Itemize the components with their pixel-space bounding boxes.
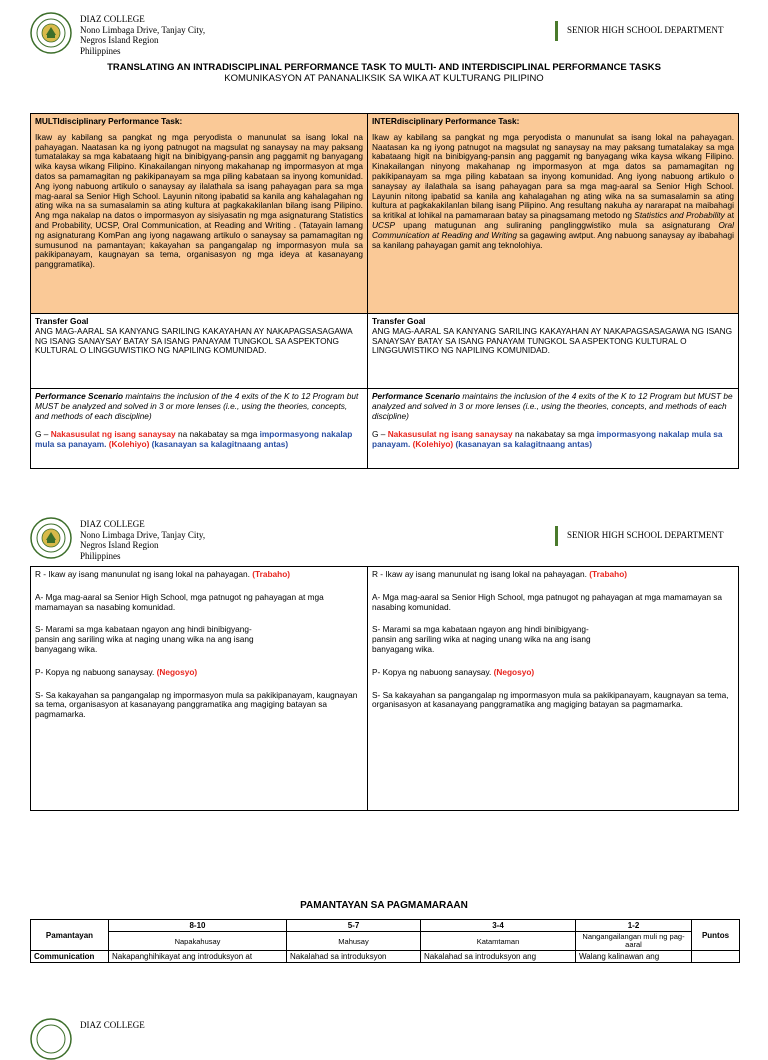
role-text: R - Ikaw ay isang manunulat ng isang lokal na pahayagan. bbox=[35, 569, 253, 579]
goal-blue: impormasyong nakalap mula sa panayam. bbox=[35, 429, 353, 450]
transfer-goal-cell-right bbox=[368, 314, 739, 389]
transfer-goal-text: ANG MAG-AARAL SA KANYANG SARILING KAKAYAHAN AY NAKAPAGSASAGAWA NG ISANG SANAYSAY BATAY SA ISANG PANAYAM TUNGKOL SA ASPEKTONG KULTURAL O LINGGUWISTIKO NG NAPILING KOMUNIDAD. bbox=[372, 325, 733, 356]
grasps-audience: A- Mga mag-aaral sa Senior High School, mga patnugot ng pahayagan at mga mamamayan sa nasabing komunidad. bbox=[35, 591, 324, 612]
address-country: Philippines bbox=[80, 550, 121, 561]
multidisciplinary-body: Ikaw ay kabilang sa pangkat ng mga peryodista o manunulat sa isang lokal na pahayagan. Naatasan ka ng iyong patnugot na magsulat ng sanaysay na may paksang tumatalakay sa mga kabataang higit na binibigyang-pansin ang paggamit ng banyagang wika kaysa wikang Filipino. Kinakailangan ninyong makahanap ng impormasyon at mga datos sa pamamagitan ng pakikipanayam sa mga piling kabataan sa inyong komunidad. Ang iyong nabuong artikulo o sanaysay ay ilalathala sa isang pahayagan para sa mga mag-aaral sa Senior High School. Layunin nitong ipabatid sa kanila ang kahalagahan ng ating wika na sa sumasalamin sa ating kultura at pagkakakilanlan bilang isang Pilipino. Ang mga nakalap na datos o impormasyon ay sisiyasatin ng mga asignaturang Statistics and Probability, UCSP, Oral Communication, at Reading and Writing . (Tatayain lamang ng asignaturang KomPan ang iyong nagawang artikulo o sanaysay sa pamamagitan ng sumusunod na pamantayan; kakayahan sa pangangalap ng impormasyon mula sa pakikipanayam, kaugnayan sa tema, organisasyon ng mga ideya at kasanayang panggramatika). bbox=[35, 131, 363, 270]
rubric-cell: Walang kalinawan ang bbox=[576, 951, 692, 963]
goal-prefix: G – bbox=[35, 429, 51, 440]
goal-tag-red: (Kolehiyo) bbox=[410, 439, 454, 450]
performance-scenario-desc bbox=[372, 392, 734, 421]
address-line-2: Negros Island Region bbox=[80, 35, 159, 45]
rubric-level-row bbox=[31, 932, 740, 951]
grasps-product bbox=[35, 668, 363, 678]
college-seal-icon bbox=[30, 1018, 72, 1060]
interdisciplinary-body bbox=[372, 133, 734, 251]
rubric-level: Nangangailangan muli ng pag-aaral bbox=[576, 932, 692, 951]
rubric-range: 8-10 bbox=[109, 920, 287, 932]
task-row bbox=[31, 114, 739, 314]
grasps-role bbox=[35, 570, 363, 580]
inter-body-text: Ikaw ay kabilang sa pangkat ng mga peryodista o manunulat sa isang lokal na pahayagan. Naatasan ka ng iyong patnugot na magsulat ng sanaysay na may paksang tumatalakay sa mga kabataang higit na binibigyang-pansin ang paggamit ng banyagang wika kaysa wikang Filipino. Kinakailangan ninyong makahanap ng impormasyon at mga datos sa pamamagitan ng pakikipanayam sa mga piling kabataan sa inyong komunidad. Ang iyong nabuong artikulo o sanaysay ay ilalathala sa isang pahayagan para sa mga mag-aaral sa Senior High School. Layunin nitong ipabatid sa kanila ang kahalagahan ng ating wika na sa sumasalamin sa ating kultura at pagkakakilanlan bilang isang Pilipino. Ang resultang nakuha ay nararapat na maibahagi sa kritikal at lohikal na pamamaraan batay sa pinagsamang metodo ng bbox=[372, 131, 734, 221]
college-name: DIAZ COLLEGE bbox=[80, 1020, 145, 1030]
transfer-goal-cell-left bbox=[31, 314, 368, 389]
grasps-cell-right bbox=[368, 567, 739, 811]
inter-body-italic: UCSP bbox=[372, 219, 396, 230]
situation-line: S- Marami sa mga kabataan ngayon ang hindi binibigyang- bbox=[372, 624, 589, 635]
goal-tag-red: (Kolehiyo) bbox=[106, 439, 150, 450]
rubric-level: Mahusay bbox=[287, 932, 421, 951]
product-tag: (Negosyo) bbox=[156, 666, 198, 677]
product-tag: (Negosyo) bbox=[493, 666, 535, 677]
goal-tag-blue: (kasanayan sa kalagitnaang antas) bbox=[149, 439, 289, 450]
performance-scenario-cell-right bbox=[368, 389, 739, 469]
grasps-table bbox=[30, 566, 739, 811]
rubric-level: Napakahusay bbox=[109, 932, 287, 951]
college-name: DIAZ COLLEGE bbox=[80, 14, 145, 24]
goal-mid: na nakabatay sa mga bbox=[175, 429, 260, 440]
address-line-1: Nono Limbaga Drive, Tanjay City, bbox=[80, 24, 206, 35]
rubric-points-header: Puntos bbox=[692, 920, 740, 951]
grasps-standards: S- Sa kakayahan sa pangangalap ng impormasyon mula sa pakikipanayam, kaugnayan sa tema, organisasyon at kasanayang panggramatika ang magiging batayan sa pagmamarka. bbox=[35, 689, 358, 720]
department-name: SENIOR HIGH SCHOOL DEPARTMENT bbox=[567, 530, 724, 540]
grasps-product bbox=[372, 668, 734, 678]
grasps-situation bbox=[35, 625, 363, 654]
situation-line: banyagang wika. bbox=[372, 643, 435, 654]
goal-statement bbox=[372, 430, 734, 450]
page-2 bbox=[0, 505, 768, 575]
inter-body-italic: Statistics and Probability bbox=[634, 210, 725, 221]
rubric-cell: Nakapanghihikayat ang introduksyon at bbox=[109, 951, 287, 963]
grasps-role bbox=[372, 570, 734, 580]
transfer-goal-label: Transfer Goal bbox=[372, 316, 426, 326]
performance-scenario-cell-left bbox=[31, 389, 368, 469]
role-text: R - Ikaw ay isang manunulat ng isang lokal na pahayagan. bbox=[372, 569, 590, 579]
college-address bbox=[80, 519, 205, 561]
performance-task-table bbox=[30, 113, 739, 469]
grasps-row bbox=[31, 567, 739, 811]
interdisciplinary-task-cell bbox=[368, 114, 739, 314]
rubric-points-cell bbox=[692, 951, 740, 963]
goal-red: Nakasusulat ng isang sanaysay bbox=[387, 429, 513, 440]
situation-line: pansin ang sariling wika at naging unang wika na ang isang bbox=[35, 634, 254, 645]
multidisciplinary-task-cell bbox=[31, 114, 368, 314]
transfer-goal-text: ANG MAG-AARAL SA KANYANG SARILING KAKAYAHAN AY NAKAPAGSASAGAWA NG ISANG SANAYSAY BATAY SA ISANG PANAYAM TUNGKOL SA ASPEKTONG KULTURAL O LINGGUWISTIKO NG NAPILING KOMUNIDAD. bbox=[35, 325, 353, 356]
rubric-cell: Nakalahad sa introduksyon bbox=[287, 951, 421, 963]
multidisciplinary-heading: MULTIdisciplinary Performance Task: bbox=[35, 116, 183, 126]
goal-prefix: G – bbox=[372, 429, 388, 440]
interdisciplinary-heading: INTERdisciplinary Performance Task: bbox=[372, 116, 520, 126]
address-country: Philippines bbox=[80, 45, 121, 56]
scenario-text: maintains the inclusion of the 4 exits of the K to 12 Program but MUST be analyzed and solved in 3 or more lenses (i.e., using the theories, concepts, and methods of each discipline) bbox=[372, 391, 733, 421]
page-1 bbox=[0, 0, 768, 450]
rubric-criteria-header: Pamantayan bbox=[31, 920, 109, 951]
inter-body-text: sa gagawing awtput. Ang nabuong sanaysay ay ibabahagi sa kanilang pahayagan gamit ang teknolohiya. bbox=[372, 229, 734, 250]
college-seal-icon bbox=[30, 517, 72, 559]
department-name: SENIOR HIGH SCHOOL DEPARTMENT bbox=[567, 25, 724, 35]
rubric-header-row bbox=[31, 920, 740, 932]
scenario-label: Performance Scenario bbox=[35, 391, 124, 401]
scenario-label: Performance Scenario bbox=[372, 391, 461, 401]
role-tag: (Trabaho) bbox=[589, 569, 628, 579]
scenario-text: maintains the inclusion of the 4 exits of the K to 12 Program but MUST be analyzed and solved in 3 or more lenses (i.e., using the theories, concepts, and methods of each discipline) bbox=[35, 391, 359, 421]
college-name: DIAZ COLLEGE bbox=[80, 519, 145, 529]
situation-line: banyagang wika. bbox=[35, 643, 98, 654]
rubric-criteria: Communication bbox=[31, 951, 109, 963]
goal-red: Nakasusulat ng isang sanaysay bbox=[50, 429, 176, 440]
college-seal-icon bbox=[30, 12, 72, 54]
department-divider bbox=[555, 526, 558, 546]
grasps-standards: S- Sa kakayahan sa pangangalap ng impormasyon mula sa pakikipanayam, kaugnayan sa tema, organisasyon at kasanayang panggramatika ang magiging batayan sa pagmamarka. bbox=[372, 689, 729, 710]
rubric-cell: Nakalahad sa introduksyon ang bbox=[421, 951, 576, 963]
address-line-2: Negros Island Region bbox=[80, 540, 159, 550]
performance-scenario-desc bbox=[35, 392, 363, 421]
performance-scenario-row bbox=[31, 389, 739, 469]
document-title: TRANSLATING AN INTRADISCIPLINAL PERFORMANCE TASK TO MULTI- AND INTERDISCIPLINAL PERFORMANCE TASKS bbox=[107, 62, 661, 73]
goal-blue: impormasyong nakalap mula sa panayam. bbox=[372, 429, 723, 450]
transfer-goal-row bbox=[31, 314, 739, 389]
college-address bbox=[80, 14, 205, 56]
rubric-criteria-row bbox=[31, 951, 740, 963]
rubric-range: 1-2 bbox=[576, 920, 692, 932]
grasps-situation bbox=[372, 625, 734, 654]
inter-body-italic: Oral Communication at Reading and Writing bbox=[372, 219, 734, 240]
grasps-audience: A- Mga mag-aaral sa Senior High School, mga patnugot ng pahayagan at mga mamamayan sa nasabing komunidad. bbox=[372, 591, 723, 612]
goal-statement bbox=[35, 430, 363, 450]
rubric-level: Katamtaman bbox=[421, 932, 576, 951]
role-tag: (Trabaho) bbox=[252, 569, 291, 579]
inter-body-text: upang matugunan ang suliraning panglinggwistiko mula sa asignaturang bbox=[395, 219, 719, 230]
address-line-1: Nono Limbaga Drive, Tanjay City, bbox=[80, 529, 206, 540]
transfer-goal-label: Transfer Goal bbox=[35, 316, 89, 326]
inter-body-text: at bbox=[724, 210, 735, 221]
rubric-title: PAMANTAYAN SA PAGMAMARAAN bbox=[300, 900, 468, 911]
goal-tag-blue: (kasanayan sa kalagitnaang antas) bbox=[453, 439, 592, 450]
page-header bbox=[0, 505, 768, 575]
rubric-table bbox=[30, 919, 740, 963]
rubric-range: 3-4 bbox=[421, 920, 576, 932]
page-header bbox=[0, 0, 768, 70]
product-text: P- Kopya ng nabuong sanaysay. bbox=[372, 666, 494, 677]
situation-line: pansin ang sariling wika at naging unang wika na ang isang bbox=[372, 634, 591, 645]
grasps-cell-left bbox=[31, 567, 368, 811]
department-divider bbox=[555, 21, 558, 41]
document-subtitle: KOMUNIKASYON AT PANANALIKSIK SA WIKA AT KULTURANG PILIPINO bbox=[224, 73, 544, 84]
rubric-range: 5-7 bbox=[287, 920, 421, 932]
situation-line: S- Marami sa mga kabataan ngayon ang hindi binibigyang- bbox=[35, 624, 252, 635]
product-text: P- Kopya ng nabuong sanaysay. bbox=[35, 666, 157, 677]
goal-mid: na nakabatay sa mga bbox=[512, 429, 597, 440]
